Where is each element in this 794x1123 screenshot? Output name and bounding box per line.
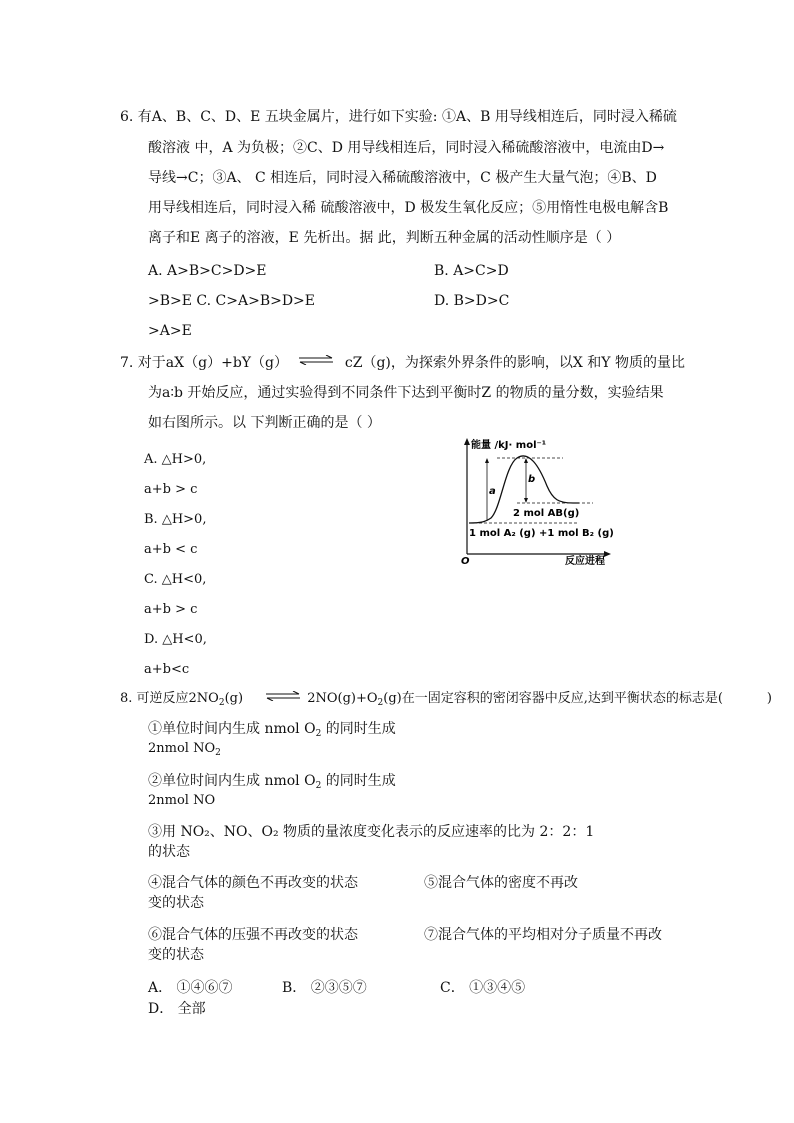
q8-answer-d: D． 全部 (148, 1001, 206, 1017)
q8-stem-d: (g)在一固定容积的密闭容器中反应,达到平衡状态的标志是( (383, 691, 723, 706)
equilibrium-arrow-icon (298, 355, 334, 365)
q7-option-d: D. △H<0, (144, 632, 207, 647)
arrow-b-head-icon (524, 458, 528, 463)
q8-sub: 2 (315, 729, 322, 739)
energy-diagram (455, 436, 615, 566)
q8-stem-c: 2NO(g)+O (307, 691, 378, 706)
q6-option-b-cont-c: >B>E C. C>A>B>D>E (148, 293, 316, 309)
q8-item-2-tail: 的同时生成 (321, 773, 396, 789)
q8-item-3-cont: 的状态 (148, 844, 190, 860)
q8-stem-a: 8. 可逆反应2NO (120, 691, 219, 706)
q8-item-6: ⑥混合气体的压强不再改变的状态 (148, 927, 358, 943)
q6-option-a: A. A>B>C>D>E (148, 263, 267, 279)
arrow-b-tail-icon (524, 498, 528, 503)
q7-option-b-cont: a+b < c (144, 542, 198, 557)
q8-item-4: ④混合气体的颜色不再改变的状态 (148, 875, 358, 891)
q8-sub: 2 (377, 698, 384, 708)
q7-line-1 (120, 354, 685, 372)
y-axis-arrow-icon (464, 438, 470, 445)
q7-option-a-cont: a+b > c (144, 482, 198, 497)
x-axis-label: 反应进程 (565, 556, 605, 566)
q8-answer-c: C． ①③④⑤ (440, 980, 526, 996)
q6-line-2: 酸溶液 中，A 为负极；②C、D 用导线相连后，同时浸入稀硫酸溶液中，电流由D→ (148, 140, 665, 156)
equilibrium-arrow-icon (265, 691, 301, 701)
q6-option-d-cont: >A>E (148, 323, 192, 339)
q8-sub: 2 (315, 781, 322, 791)
q8-stem (120, 690, 772, 712)
q8-stem-e: ) (766, 691, 772, 706)
q7-option-b: B. △H>0, (144, 512, 207, 527)
arrow-a-head-icon (485, 458, 489, 463)
q6-option-b: B. A>C>D (434, 263, 509, 279)
q6-line-5: 离子和E 离子的溶液，E 先析出。据 此，判断五种金属的活动性顺序是（ ） (148, 230, 621, 246)
q7-option-a: A. △H>0, (144, 452, 207, 467)
q8-stem-b: (g) (224, 691, 244, 706)
q8-item-2-text: ②单位时间内生成 nmol O (148, 773, 316, 789)
q8-item-1-cont (148, 740, 221, 762)
q7-line-3: 如右图所示。以 下判断正确的是（ ） (148, 415, 381, 431)
q8-sub: 2 (215, 748, 221, 758)
y-axis-label: 能量 /kJ· mol⁻¹ (471, 440, 547, 451)
q8-item-45-cont: 变的状态 (148, 895, 204, 911)
q8-item-7: ⑦混合气体的平均相对分子质量不再改 (424, 927, 662, 943)
q8-answer-b: B． ②③⑤⑦ (282, 980, 367, 996)
q7-line-2: 为a∶b 开始反应，通过实验得到不同条件下达到平衡时Z 的物质的量分数，实验结果 (148, 385, 664, 401)
q8-item-3: ③用 NO₂、NO、O₂ 物质的量浓度变化表示的反应速率的比为 2：2：1 (148, 824, 595, 840)
q8-item-2-cont: 2nmol NO (148, 793, 216, 808)
origin-label: O (461, 556, 470, 566)
reactant-label: 1 mol A₂ (g) +1 mol B₂ (g) (469, 528, 614, 539)
q7-line-1-a: 7. 对于aX（g）+bY（g） (120, 355, 288, 371)
q6-option-d: D. B>D>C (434, 293, 510, 309)
q7-option-c-cont: a+b > c (144, 602, 198, 617)
q8-item-1-tail: 的同时生成 (321, 721, 396, 737)
label-a: a (489, 486, 496, 497)
q8-item-67-cont: 变的状态 (148, 947, 204, 963)
q6-line-4: 用导线相连后，同时浸入稀 硫酸溶液中，D 极发生氧化反应；⑤用惰性电极电解含B (148, 200, 669, 216)
q7-option-c: C. △H<0, (144, 572, 207, 587)
q8-item-1-text: ①单位时间内生成 nmol O (148, 721, 316, 737)
q8-item-1-cont-text: 2nmol NO (148, 741, 216, 756)
x-axis-arrow-icon (604, 551, 611, 557)
q8-item-5: ⑤混合气体的密度不再改 (424, 875, 578, 891)
q7-line-1-b: cZ（g)，为探索外界条件的影响，以X 和Y 物质的量比 (344, 355, 685, 371)
q8-answer-a: A． ①④⑥⑦ (148, 980, 233, 996)
label-b: b (528, 474, 536, 485)
product-label: 2 mol AB(g) (513, 508, 580, 519)
q6-line-3: 导线→C；③A、 C 相连后，同时浸入稀硫酸溶液中，C 极产生大量气泡；④B、D (148, 170, 657, 186)
q7-option-d-cont: a+b<c (144, 662, 190, 677)
q6-line-1: 6. 有A、B、C、D、E 五块金属片，进行如下实验: ①A、B 用导线相连后，同时浸入稀硫 (120, 109, 677, 125)
q8-sub: 2 (218, 698, 225, 708)
